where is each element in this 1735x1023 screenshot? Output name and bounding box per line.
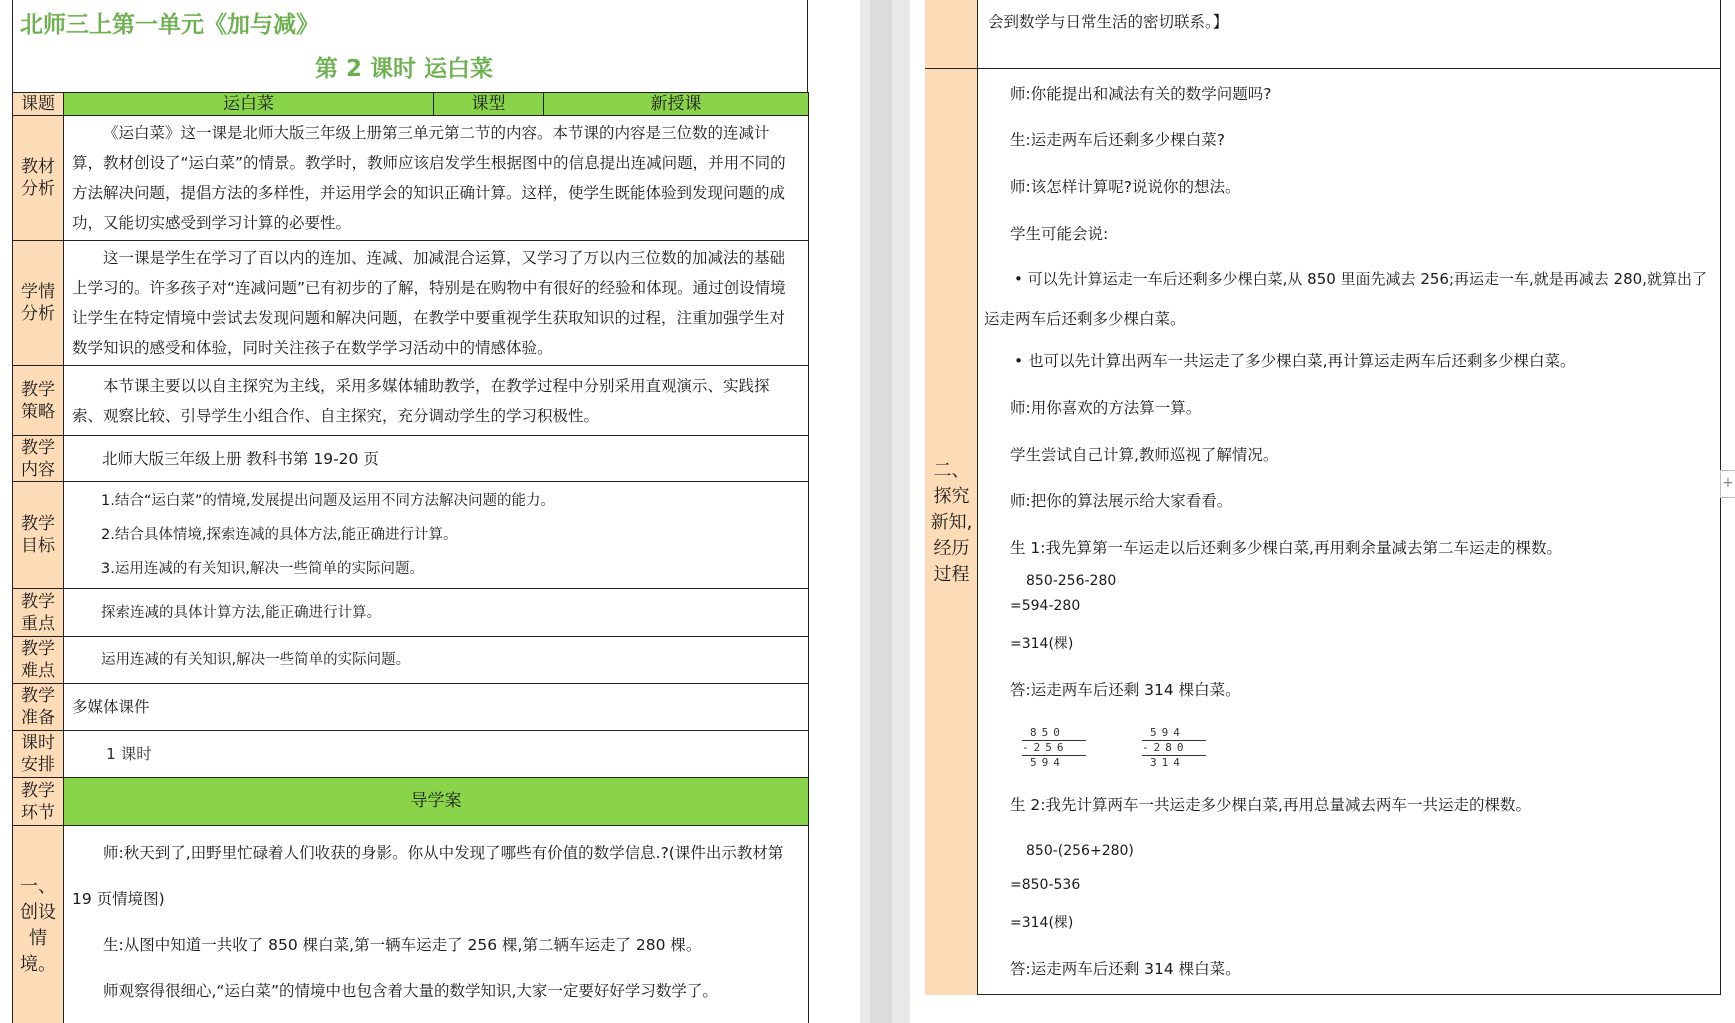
- zhunbei-label: 教学准备: [13, 684, 64, 731]
- lesson-subtitle: 第 2 课时 运白菜: [314, 56, 494, 82]
- line-2: 生:运走两车后还剩多少棵白菜?: [1010, 131, 1225, 149]
- vertical-calc-1-top: 850: [1030, 726, 1065, 739]
- topic-value: 运白菜: [64, 93, 434, 116]
- vertical-calc-1-sub: -256: [1022, 741, 1069, 754]
- chuangshe-line-4: 师观察得很细心,“运白菜”的情境中也包含着大量的数学知识,大家一定要好好学习数学了。: [103, 982, 718, 1000]
- line-4: 学生可能会说:: [1010, 225, 1109, 243]
- zhongdian-text: 探索连减的具体计算方法,能正确进行计算。: [101, 604, 382, 621]
- jiaocai-label: 教材分析: [13, 116, 64, 241]
- topic-label: 课题: [13, 93, 64, 116]
- answer-2: 答:运走两车后还剩 314 棵白菜。: [1010, 960, 1241, 978]
- type-label: 课型: [434, 93, 544, 116]
- celue-row: [13, 366, 809, 436]
- document-title: 北师三上第一单元《加与减》: [20, 12, 319, 38]
- page-gap: [860, 0, 910, 1023]
- zhunbei-text: 多媒体课件: [72, 698, 150, 716]
- type-value: 新授课: [544, 93, 809, 116]
- line-5: • 可以先计算运走一车后还剩多少棵白菜,从 850 里面先减去 256;再运走一车,就是再减去 280,就算出了: [1014, 270, 1707, 288]
- chuangshe-label: 一、创设情境。: [13, 826, 64, 1023]
- nandian-text: 运用连减的有关知识,解决一些简单的实际问题。: [101, 652, 411, 668]
- document-page-right: [910, 0, 1735, 1023]
- celue-label: 教学策略: [13, 366, 64, 436]
- vertical-calc-2-result: 314: [1150, 756, 1185, 769]
- equation-1b: =594-280: [1010, 598, 1081, 614]
- section-label: 二、探究新知,经历过程: [930, 460, 973, 585]
- jiaocai-text: 《运白菜》这一课是北师大版三年级上册第三单元第二节的内容。本节课的内容是三位数的连减计算，教材创设了“运白菜”的情景。教学时，教师应该启发学生根据图中的信息提出连减问题，并用不同的方法解决问题，提倡方法的多样性，并运用学会的知识正确计算。这样，使学生既能体验到发现问题的成功，又能切实感受到学习计算的必要性。: [72, 124, 786, 232]
- mubiao-item-3: 3.运用连减的有关知识,解决一些简单的实际问题。: [101, 561, 424, 577]
- huanjie-row: [13, 778, 809, 826]
- zhongdian-row: [13, 589, 809, 637]
- jiaocai-row: [13, 116, 809, 241]
- line-1: 师:你能提出和减法有关的数学问题吗?: [1010, 85, 1272, 103]
- zhunbei-row: [13, 684, 809, 731]
- side-expand-handle[interactable]: +: [1720, 470, 1735, 498]
- nandian-label: 教学难点: [13, 637, 64, 684]
- mubiao-item-1: 1.结合“运白菜”的情境,发展提出问题及运用不同方法解决问题的能力。: [101, 493, 555, 509]
- chuangshe-line-3: 生:从图中知道一共收了 850 棵白菜,第一辆车运走了 256 棵,第二辆车运走了 280 棵。: [103, 936, 702, 954]
- neirong-label: 教学内容: [13, 436, 64, 482]
- line-11: 生 1:我先算第一车运走以后还剩多少棵白菜,再用剩余量减去第二车运走的棵数。: [1010, 539, 1562, 557]
- vertical-calc-2: [1142, 726, 1206, 770]
- equation-2c: =314(棵): [1010, 915, 1074, 931]
- topic-row: [13, 93, 809, 116]
- keshi-text: 1 课时: [106, 745, 152, 763]
- vertical-calc-2-top: 594: [1150, 726, 1185, 739]
- xueqing-label: 学情分析: [13, 241, 64, 366]
- equation-2b: =850-536: [1010, 877, 1081, 893]
- nandian-row: [13, 637, 809, 684]
- equation-1c: =314(棵): [1010, 636, 1074, 652]
- chuangshe-line-1: 师:秋天到了,田野里忙碌着人们收获的身影。你从中发现了哪些有价值的数学信息.?(课件出示教材第: [103, 844, 784, 862]
- line-7: • 也可以先计算出两车一共运走了多少棵白菜,再计算运走两车后还剩多少棵白菜。: [1014, 352, 1576, 370]
- line-16: 生 2:我先计算两车一共运走多少棵白菜,再用总量减去两车一共运走的棵数。: [1010, 796, 1531, 814]
- chuangshe-line-2: 19 页情境图): [72, 890, 165, 908]
- vertical-calc-1-result: 594: [1030, 756, 1065, 769]
- xueqing-row: [13, 241, 809, 366]
- chuangshe-row: [13, 826, 809, 1023]
- neirong-text: 北师大版三年级上册 教科书第 19-20 页: [102, 449, 379, 468]
- vertical-calc-1: [1022, 726, 1086, 770]
- document-page-left: [0, 0, 860, 1023]
- line-10: 师:把你的算法展示给大家看看。: [1010, 492, 1233, 510]
- equation-2a: 850-(256+280): [1026, 843, 1134, 859]
- line-3: 师:该怎样计算呢?说说你的想法。: [1010, 178, 1241, 196]
- row-divider: [925, 68, 1721, 69]
- huanjie-label: 教学环节: [13, 778, 64, 826]
- mubiao-row: [13, 482, 809, 589]
- top-label-cell: [925, 0, 978, 68]
- xueqing-text: 这一课是学生在学习了百以内的连加、连减、加减混合运算，又学习了万以内三位数的加减法的基础上学习的。许多孩子对“连减问题”已有初步的了解，特别是在购物中有很好的经验和体现。通过创设情境让学生在特定情境中尝试去发现问题和解决问题，在教学中要重视学生获取知识的过程，注重加强学生对数学知识的感受和体验，同时关注孩子在数学学习活动中的情感体验。: [72, 249, 786, 357]
- line-8: 师:用你喜欢的方法算一算。: [1010, 399, 1202, 417]
- equation-1a: 850-256-280: [1026, 573, 1117, 589]
- keshi-label: 课时安排: [13, 731, 64, 778]
- line-9: 学生尝试自己计算,教师巡视了解情况。: [1010, 446, 1279, 464]
- top-continuation-text: 会到数学与日常生活的密切联系。】: [988, 13, 1229, 31]
- answer-1: 答:运走两车后还剩 314 棵白菜。: [1010, 681, 1241, 699]
- mubiao-item-2: 2.结合具体情境,探索连减的具体方法,能正确进行计算。: [101, 527, 458, 543]
- neirong-row: [13, 436, 809, 482]
- vertical-calc-2-sub: -280: [1142, 741, 1189, 754]
- line-6: 运走两车后还剩多少棵白菜。: [984, 310, 1186, 328]
- mubiao-label: 教学目标: [13, 482, 64, 589]
- lesson-plan-table: [12, 92, 809, 1023]
- huanjie-text: 导学案: [64, 778, 809, 826]
- celue-text: 本节课主要以以自主探究为主线，采用多媒体辅助教学，在教学过程中分别采用直观演示、实践探索、观察比较、引导学生小组合作、自主探究，充分调动学生的学习积极性。: [72, 376, 770, 425]
- keshi-row: [13, 731, 809, 778]
- zhongdian-label: 教学重点: [13, 589, 64, 637]
